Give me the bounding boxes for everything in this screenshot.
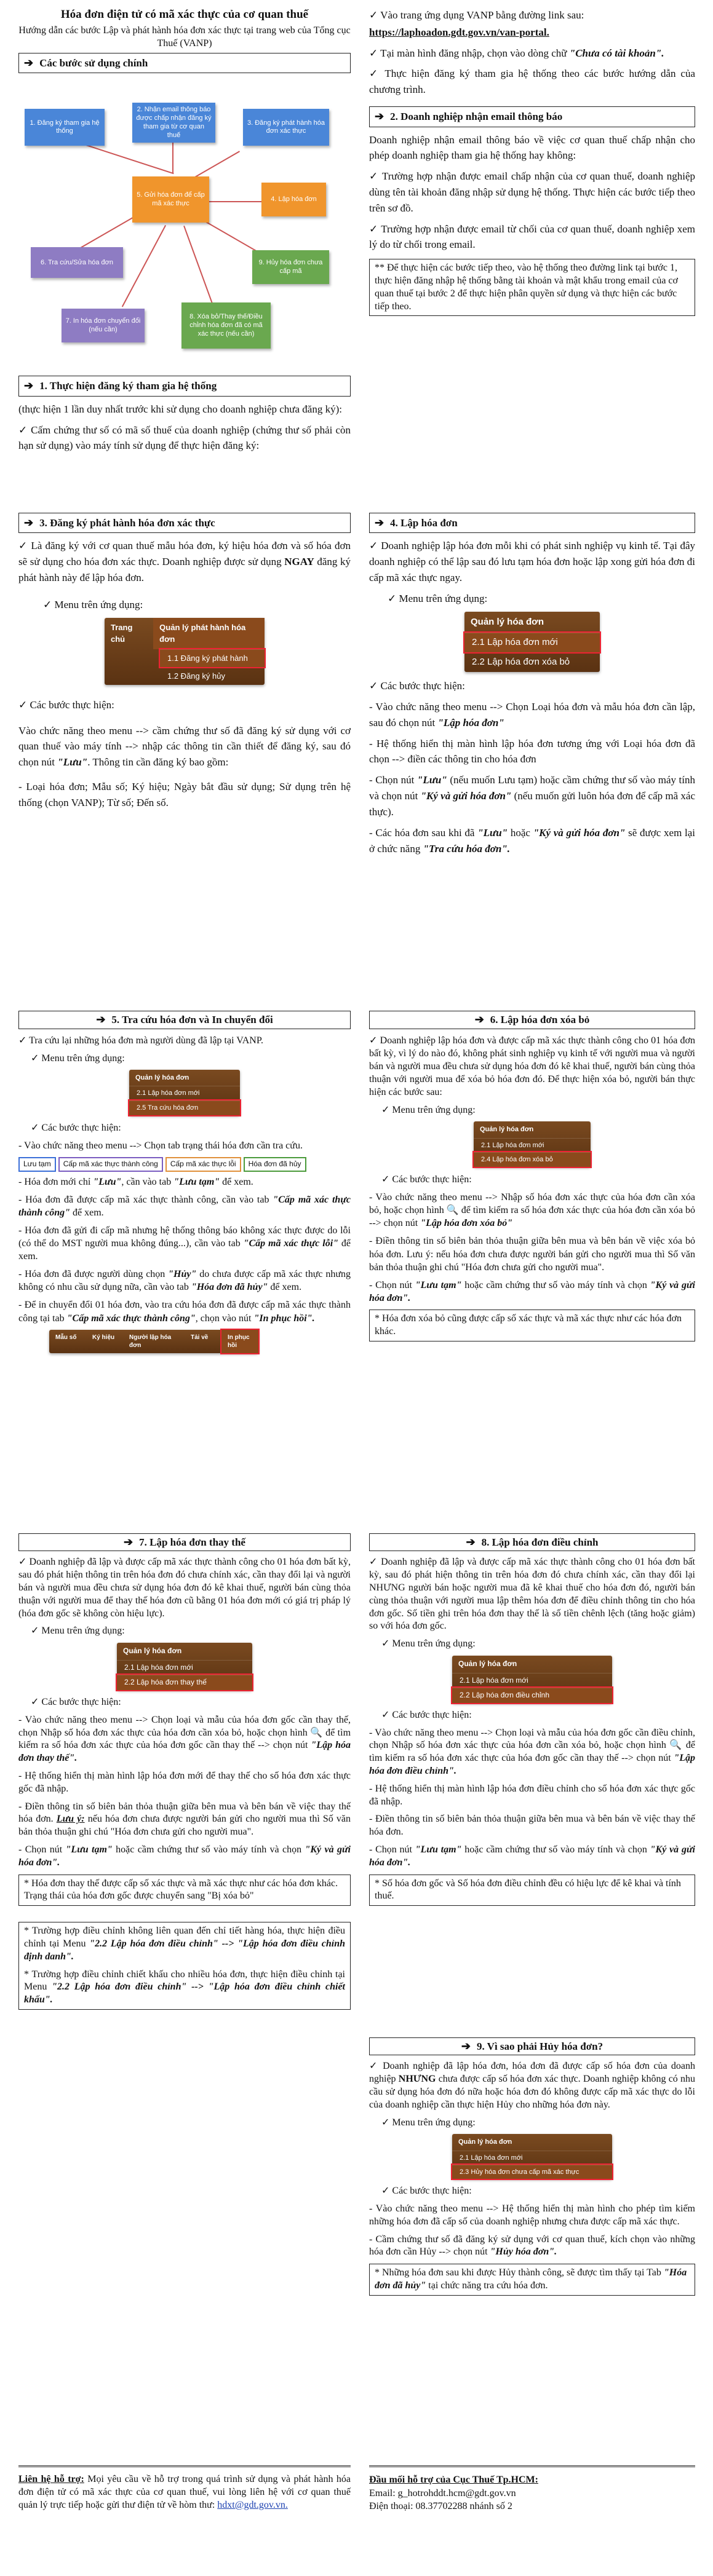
search-icon[interactable]: 🔍: [669, 1740, 683, 1751]
tab-error[interactable]: Cấp mã xác thực lỗi: [165, 1157, 241, 1172]
s8-p3: - Hệ thống hiển thị màn hình lập hóa đơn điều chỉnh cho số hóa đơn xác thực gốc đã nhập.: [369, 1783, 695, 1807]
s4-steps-label: ✓ Các bước thực hiện:: [369, 680, 465, 692]
menu-item-register-cancel[interactable]: 1.2 Đăng ký hủy: [160, 667, 265, 685]
s3-menu-tabs: [105, 618, 265, 650]
s9-p1: ✓ Doanh nghiệp đã lập hóa đơn, hóa đơn đã được cấp số hóa đơn của doanh nghiệp NHƯNG chưa được cấp số hóa đơn xác thực. Doanh nghiệp không có nhu cầu sử dụng hóa đơn đó nữa hoặc hóa đơn đó không được cấp mã xác thực do lỗi của doanh nghiệp cần thực hiện Hủy cho những hóa đơn này.: [369, 2061, 696, 2110]
s4-menu-label: ✓ Menu trên ứng dụng:: [388, 592, 488, 604]
menu-item-adjust-invoice[interactable]: 2.2 Lập hóa đơn điều chỉnh: [452, 1688, 612, 1703]
menu-header[interactable]: Quản lý hóa đơn: [471, 616, 544, 627]
s2-p2: ✓ Trường hợp nhận được email chấp nhận của cơ quan thuế, doanh nghiệp dùng tên tài khoản đăng nhập sử dụng hệ thống. Thực hiện các bước tiếp theo trên sơ đồ.: [369, 170, 695, 214]
arrow-icon: ➔: [24, 516, 34, 529]
s8-p5: - Chọn nút "Lưu tạm" hoặc cầm chứng thư số vào máy tính và chọn "Ký và gửi hóa đơn".: [369, 1844, 695, 1868]
left-column-top: [18, 6, 351, 459]
grid-col: Mẫu số: [55, 1333, 77, 1341]
s7-p3: - Hệ thống hiển thị màn hình lập hóa đơn mới để thay thế cho số hóa đơn xác thực gốc đã nhập.: [18, 1770, 351, 1794]
note-line: * Trường hợp điều chỉnh không liên quan đến chỉ tiết hàng hóa, thực hiện điều chỉnh tại Menu "2.2 Lập hóa đơn điều chỉnh" --> "Lập hóa đơn điều chỉnh định danh".: [24, 1926, 345, 1962]
section-8: [369, 1531, 695, 1906]
s5-p7: - Để in chuyển đổi 01 hóa đơn, vào tra cứu hóa đơn đã được cấp mã xác thực thành công tại tab "Cấp mã xác thực thành công", chọn vào nút "In phục hồi".: [18, 1300, 351, 1324]
footer-divider: [369, 2465, 695, 2467]
section-3: [18, 510, 351, 816]
s7-note-2: [18, 1922, 351, 2010]
s5-p3: - Hóa đơn mới chỉ "Lưu", cần vào tab "Lưu tạm" để xem.: [18, 1176, 253, 1187]
step-box: 4. Lập hóa đơn: [261, 183, 326, 216]
s7-p2: - Vào chức năng theo menu --> Chọn loại và mẫu của hóa đơn gốc cần thay thế, chọn Nhập số hóa đơn xác thực của hóa đơn cần xóa bỏ, hoặc chọn hình 🔍 để tìm kiếm ra số hóa đơn xác thực của hóa đơn gốc cần thay thế --> chọn nút "Lập hóa đơn thay thế".: [18, 1714, 351, 1764]
tab-draft[interactable]: Lưu tạm: [18, 1157, 56, 1172]
step-box: 7. In hóa đơn chuyển đổi (nếu cần): [62, 309, 145, 342]
menu-item-new-invoice[interactable]: 2.1 Lập hóa đơn mới: [452, 1673, 612, 1688]
s5-p1: ✓ Tra cứu lại những hóa đơn mà người dùng đã lập tại VANP.: [18, 1035, 263, 1046]
s1-p1: (thực hiện 1 lần duy nhất trước khi sử dụng cho doanh nghiệp chưa đăng ký):: [18, 403, 342, 415]
arrow-icon: ➔: [375, 516, 384, 529]
s6-menu: [474, 1121, 591, 1167]
connector: [172, 143, 173, 173]
tab-cancelled[interactable]: Hóa đơn đã hủy: [244, 1157, 306, 1172]
page-subtitle: Hướng dẫn các bước Lập và phát hành hóa đơn xác thực tại trang web của Tổng cục Thuế (VANP): [18, 25, 351, 49]
s8-p4: - Điền thông tin số biên bản thỏa thuận giữa bên mua và bên bán về việc thay thế hóa đơn.: [369, 1814, 695, 1838]
step-box: 6. Tra cứu/Sửa hóa đơn: [31, 247, 123, 278]
search-icon[interactable]: 🔍: [310, 1727, 323, 1738]
tab-home[interactable]: Trang chủ: [111, 622, 133, 644]
s5-menu: [129, 1070, 240, 1115]
right-column-top: [369, 7, 695, 316]
arrow-icon: ➔: [24, 379, 34, 392]
page-title: Hóa đơn điện tử có mã xác thực của cơ quan thuế: [60, 8, 309, 21]
section-8-heading: ➔ 8. Lập hóa đơn điều chỉnh: [369, 1533, 695, 1551]
arrow-icon: ➔: [375, 110, 384, 123]
grid-col: Người lập hóa đơn: [129, 1333, 172, 1349]
s6-p2: - Vào chức năng theo menu --> Nhập số hóa đơn xác thực của hóa đơn cần xóa bỏ, hoặc chọn hình 🔍 để tìm kiếm ra số hóa đơn xác thực của hóa đơn cần xóa bỏ --> chọn nút "Lập hóa đơn xóa bỏ": [369, 1192, 696, 1229]
step-box: 9. Hủy hóa đơn chưa cấp mã: [252, 250, 329, 284]
grid-col: Ký hiệu: [92, 1333, 115, 1341]
s3-p1: ✓ Là đăng ký với cơ quan thuế mẫu hóa đơn, ký hiệu hóa đơn và số hóa đơn sẽ sử dụng cho hóa đơn xác thực. Doanh nghiệp được sử dụng NGAY đăng ký phát hành này để lập hóa đơn.: [18, 540, 351, 584]
s2-note: ** Để thực hiện các bước tiếp theo, vào hệ thống theo đường link tại bước 1, thực hiện đăng nhập hệ thống bằng tài khoản và mật khẩu trong email của cơ quan thuế tại bước 2 để thực hiện phân quyền sử dụng và thực hiện các bước tiếp theo.: [369, 259, 695, 316]
section-5-heading: ➔ 5. Tra cứu hóa đơn và In chuyển đổi: [18, 1011, 351, 1029]
s6-p1: ✓ Doanh nghiệp lập hóa đơn và được cấp mã xác thực thành công cho 01 hóa đơn bất kỳ, vì lý do nào đó, không phát sinh nghiệp vụ kinh tế với người mua và người bán và người mua đều chưa sử dụng hóa đơn đó kê khai thuế, người bán cùng thỏa thuận với người mua để xóa bỏ hóa đơn đó. Để thực hiện xóa bỏ, người bán thực hiện các bước sau:: [369, 1035, 695, 1098]
menu-header[interactable]: Quản lý hóa đơn: [123, 1646, 182, 1656]
s9-note: * Những hóa đơn sau khi được Hủy thành công, sẽ được tìm thấy tại Tab "Hóa đơn đã hủy" tại chức năng tra cứu hóa đơn.: [369, 2264, 695, 2296]
s9-menu: [452, 2134, 612, 2179]
tab-verified[interactable]: Cấp mã xác thực thành công: [58, 1157, 163, 1172]
s7-note: * Hóa đơn thay thế được cấp số xác thực và mã xác thực như các hóa đơn khác. Trạng thái của hóa đơn gốc được chuyển sang "Bị xóa bỏ": [18, 1875, 351, 1906]
s7-p4: - Điền thông tin số biên bản thỏa thuận giữa bên mua và bên bán về việc thay thế hóa đơn. Lưu ý: nếu hóa đơn chưa được người bán gửi cho người mua thì Số văn bản thỏa thuận ghi chú "Hóa đơn chưa gửi cho người mua".: [18, 1801, 351, 1838]
s9-steps-label: ✓ Các bước thực hiện:: [381, 2186, 472, 2197]
usage-section-heading: ➔ Các bước sử dụng chính: [18, 53, 351, 73]
s8-p1: ✓ Doanh nghiệp đã lập và được cấp mã xác thực thành công cho 01 hóa đơn bất kỳ, sau đó phát hiện thông tin trên hóa đơn đó chưa chính xác, cần thay đổi lại NHƯNG người bán hoặc người mua đã kê khai thuế cho hóa đơn đó, người bán cùng thỏa thuận với người mua lập thêm hóa đơn để điều chỉnh thông tin cho hóa đơn gốc. Số tiền ghi trên hóa đơn thay thế là số tiền chênh lệch (tăng hoặc giảm) so với hóa đơn gốc.: [369, 1557, 695, 1632]
search-grid-header: [49, 1330, 258, 1353]
s1-p5: ✓ Thực hiện đăng ký tham gia hệ thống theo các bước hướng dẫn của chương trình.: [369, 68, 695, 96]
vanp-link[interactable]: https://laphoadon.gdt.gov.vn/van-portal.: [369, 26, 549, 38]
section-6-heading: ➔ 6. Lập hóa đơn xóa bỏ: [369, 1011, 695, 1029]
s2-p1: Doanh nghiệp nhận email thông báo về việc cơ quan thuế chấp nhận cho phép doanh nghiệp tham gia hệ thống hay không:: [369, 133, 695, 162]
s3-menu-label: ✓ Menu trên ứng dụng:: [43, 598, 143, 610]
connector: [122, 225, 166, 307]
connector: [86, 144, 173, 174]
s4-menu: [464, 612, 600, 672]
s8-p2: - Vào chức năng theo menu --> Chọn loại và mẫu của hóa đơn gốc cần điều chỉnh, chọn Nhập số hóa đơn xác thực của hóa đơn cần xóa bỏ, hoặc chọn hình 🔍 để tìm kiếm ra số hóa đơn xác thực của hóa đơn gốc cần thay thế --> chọn nút "Lập hóa đơn điều chỉnh".: [369, 1727, 695, 1776]
menu-header[interactable]: Quản lý hóa đơn: [458, 1659, 517, 1668]
section-9-heading: ➔ 9. Vì sao phải Hủy hóa đơn?: [369, 2037, 695, 2055]
s9-p2: - Vào chức năng theo menu --> Hệ thống hiển thị màn hình cho phép tìm kiếm những hóa đơn đã cấp số của doanh nghiệp nhưng chưa được cấp mã xác thực.: [369, 2203, 695, 2227]
s8-menu: [452, 1656, 612, 1703]
contact-title: Đầu mối hỗ trợ của Cục Thuế Tp.HCM:: [369, 2475, 538, 2485]
s5-steps-label: ✓ Các bước thực hiện:: [31, 1122, 121, 1133]
s4-p4: - Chọn nút "Lưu" (nếu muốn Lưu tạm) hoặc cầm chứng thư số vào máy tính và chọn nút "Ký và gửi hóa đơn" (nếu muốn gửi luôn hóa đơn để cấp mã xác thực).: [369, 774, 695, 818]
s6-p3: - Điền thông tin số biên bản thỏa thuận giữa bên mua và bên bán về việc xóa bỏ hóa đơn. Lưu ý: nếu hóa đơn chưa được người bán gửi cho người mua thì Số văn bản thỏa thuận ghi chú "Hóa đơn chưa gửi cho người mua".: [369, 1236, 695, 1273]
s9-p3: - Cầm chứng thư số đã đăng ký sử dụng với cơ quan thuế, kích chọn vào những hóa đơn cần Hủy --> chọn nút "Hủy hóa đơn".: [369, 2234, 695, 2258]
s7-steps-label: ✓ Các bước thực hiện:: [31, 1696, 121, 1707]
support-email-link[interactable]: hdxt@gdt.gov.vn.: [217, 2499, 288, 2510]
section-9: [369, 2035, 695, 2296]
s4-p3: - Hệ thống hiển thị màn hình lập hóa đơn tương ứng với Loại hóa đơn đã chọn --> điền các thông tin cho hóa đơn: [369, 737, 695, 765]
menu-header[interactable]: Quản lý hóa đơn: [480, 1126, 534, 1134]
arrow-icon: ➔: [461, 2040, 471, 2052]
s7-p1: ✓ Doanh nghiệp đã lập và được cấp mã xác thực thành công cho 01 hóa đơn bất kỳ, sau đó phát hiện thông tin trên hóa đơn đó chưa chính xác, cần thay đổi lại và người bán và người mua đều chưa sử dụng hóa đơn đó kê khai thuế, người bán cùng thỏa thuận với người mua để thay thế hóa đơn cũ bằng 01 hóa đơn mới có giá trị pháp lý (hóa đơn gốc sẽ không còn hiệu lực).: [18, 1557, 351, 1619]
section-1-heading: ➔ 1. Thực hiện đăng ký tham gia hệ thống: [18, 376, 351, 396]
s3-steps-label: ✓ Các bước thực hiện:: [18, 698, 114, 711]
connector: [203, 201, 265, 202]
s6-steps-label: ✓ Các bước thực hiện:: [381, 1174, 472, 1185]
menu-header[interactable]: Quản lý hóa đơn: [458, 2138, 512, 2146]
grid-col: Tải về: [191, 1333, 209, 1341]
menu-item-new-invoice[interactable]: 2.1 Lập hóa đơn mới: [129, 1086, 240, 1100]
arrow-icon: ➔: [474, 1013, 484, 1025]
menu-item-new-invoice[interactable]: 2.1 Lập hóa đơn mới: [464, 633, 600, 652]
menu-item-new-invoice[interactable]: 2.1 Lập hóa đơn mới: [452, 2151, 612, 2165]
menu-item-cancel-invoice[interactable]: 2.3 Hủy hóa đơn chưa cấp mã xác thực: [452, 2165, 612, 2179]
s2-p3: ✓ Trường hợp nhận được email từ chối của cơ quan thuế, doanh nghiệp xem lý do từ chối trong email.: [369, 223, 695, 251]
s5-p4: - Hóa đơn đã được cấp mã xác thực thành công, cần vào tab "Cấp mã xác thực thành công" để xem.: [18, 1194, 351, 1218]
s7-menu: [117, 1643, 252, 1690]
s4-p1: ✓ Doanh nghiệp lập hóa đơn mỗi khi có phát sinh nghiệp vụ kinh tế. Tại đây doanh nghiệp có thể lập sau đó lưu tạm hóa đơn hoặc lập xong gửi hóa đơn đi cấp mã xác thực ngay.: [369, 540, 695, 584]
arrow-icon: ➔: [124, 1536, 133, 1548]
s8-note: * Số hóa đơn gốc và Số hóa đơn điều chỉnh đều có hiệu lực để kê khai và tính thuế.: [369, 1875, 695, 1906]
s3-menu: [105, 618, 265, 685]
section-4-heading: ➔ 4. Lập hóa đơn: [369, 513, 695, 533]
step-box: 2. Nhận email thông báo được chấp nhận đăng ký tham gia từ cơ quan thuế: [132, 103, 215, 143]
s6-note: * Hóa đơn xóa bỏ cũng được cấp số xác thực và mã xác thực như các hóa đơn khác.: [369, 1310, 695, 1341]
s3-p2: Vào chức năng theo menu --> cầm chứng thư số đã đăng ký sử dụng với cơ quan thuế vào máy tính --> nhập các thông tin cần thiết để đăng ký, sau đó chọn nút "Lưu". Thông tin cần đăng ký bao gồm:: [18, 724, 351, 768]
s1-p2: ✓ Cấm chứng thư số có mã số thuế của doanh nghiệp (chứng thư số phải còn hạn sử dụng) vào máy tính sử dụng để thực hiện đăng ký:: [18, 424, 351, 452]
section-6: [369, 1008, 695, 1341]
s5-p6: - Hóa đơn đã được người dùng chọn "Hủy" do chưa được cấp mã xác thực nhưng không có nhu cầu sử dụng nữa, cần vào tab "Hóa đơn đã hủy" để xem.: [18, 1269, 351, 1293]
s4-p2: - Vào chức năng theo menu --> Chọn Loại hóa đơn và mẫu hóa đơn cần lập, sau đó chọn nút "Lập hóa đơn": [369, 700, 695, 729]
menu-item-new-invoice[interactable]: 2.1 Lập hóa đơn mới: [474, 1138, 591, 1153]
footer-divider: [18, 2465, 351, 2467]
s5-p5: - Hóa đơn đã gửi đi cấp mã nhưng hệ thống thông báo không xác thực được do lỗi (có thể do MST người mua không đúng...), cần vào tab "Cấp mã xác thực lỗi" để xem.: [18, 1225, 351, 1262]
step-box: 1. Đăng ký tham gia hệ thống: [25, 109, 105, 146]
s6-p4: - Chọn nút "Lưu tạm" hoặc cầm chứng thư số vào máy tính và chọn "Ký và gửi hóa đơn".: [369, 1279, 695, 1303]
arrow-icon: ➔: [96, 1013, 106, 1025]
s3-p3: - Loại hóa đơn; Mẫu số; Ký hiệu; Ngày bắt đầu sử dụng; Sử dụng trên hệ thống (chọn VANP); Từ số; Đến số.: [18, 780, 351, 808]
menu-item-delete-invoice[interactable]: 2.2 Lập hóa đơn xóa bỏ: [464, 652, 600, 672]
footer-contact: [369, 2465, 695, 2513]
note-line: * Trường hợp điều chỉnh chiết khấu cho nhiều hóa đơn, thực hiện điều chỉnh tại Menu "2.2 Lập hóa đơn điều chỉnh" --> "Lập hóa đơn điều chỉnh chiết khấu".: [24, 1969, 346, 2005]
status-tabs: [18, 1157, 351, 1172]
s9-menu-label: ✓ Menu trên ứng dụng:: [381, 2117, 476, 2128]
s4-p5: - Các hóa đơn sau khi đã "Lưu" hoặc "Ký và gửi hóa đơn" sẽ được xem lại ở chức năng "Tra cứu hóa đơn".: [369, 826, 696, 855]
menu-item-register-issue[interactable]: 1.1 Đăng ký phát hành: [160, 649, 265, 667]
contact-phone: Điện thoại: 08.37702288 nhánh số 2: [369, 2501, 512, 2512]
arrow-icon: ➔: [24, 57, 34, 69]
support-text: Liên hệ hỗ trợ: Mọi yêu cầu về hỗ trợ trong quá trình sử dụng và phát hành hóa đơn điện tử có mã xác thực của cơ quan thuế, vui lòng liên hệ với cơ quan thuế quản lý trực tiếp hoặc gửi thư điện tử về hòm thư: hdxt@gdt.gov.vn.: [18, 2474, 351, 2510]
s7-p5: - Chọn nút "Lưu tạm" hoặc cầm chứng thư số vào máy tính và chọn "Ký và gửi hóa đơn".: [18, 1844, 351, 1868]
section-5: [18, 1008, 351, 1359]
s5-menu-label: ✓ Menu trên ứng dụng:: [31, 1053, 125, 1064]
s8-menu-label: ✓ Menu trên ứng dụng:: [381, 1638, 476, 1650]
section-4: [369, 510, 695, 861]
section-7: [18, 1531, 351, 2010]
menu-item-replace-invoice[interactable]: 2.2 Lập hóa đơn thay thế: [117, 1675, 252, 1690]
reprint-button[interactable]: In phục hồi: [221, 1330, 258, 1353]
s8-steps-label: ✓ Các bước thực hiện:: [381, 1709, 472, 1720]
section-2-heading: ➔ 2. Doanh nghiệp nhận email thông báo: [369, 106, 695, 127]
section-3-heading: ➔ 3. Đăng ký phát hành hóa đơn xác thực: [18, 513, 351, 533]
section-7-heading: ➔ 7. Lập hóa đơn thay thế: [18, 1533, 351, 1551]
step-box: 8. Xóa bỏ/Thay thế/Điều chỉnh hóa đơn đã có mã xác thực (nếu cần): [181, 302, 271, 349]
menu-item-new-invoice[interactable]: 2.1 Lập hóa đơn mới: [117, 1660, 252, 1675]
s1-p3: ✓ Vào trang ứng dụng VANP bằng đường link sau:: [369, 9, 584, 21]
s6-menu-label: ✓ Menu trên ứng dụng:: [381, 1105, 476, 1116]
footer-support: [18, 2465, 351, 2516]
contact-email: Email: g_hotrohddt.hcm@gdt.gov.vn: [369, 2487, 516, 2499]
search-icon[interactable]: 🔍: [446, 1205, 459, 1216]
flow-diagram: [18, 78, 351, 367]
s5-p2: - Vào chức năng theo menu --> Chọn tab trạng thái hóa đơn cần tra cứu.: [18, 1140, 303, 1151]
step-box: 3. Đăng ký phát hành hóa đơn xác thực: [243, 109, 329, 146]
menu-header[interactable]: Quản lý hóa đơn: [135, 1073, 189, 1081]
s1-p4: ✓ Tại màn hình đăng nhập, chọn vào dòng chữ "Chưa có tài khoản".: [369, 47, 664, 59]
tab-issue-management[interactable]: Quản lý phát hành hóa đơn: [153, 618, 265, 650]
s7-menu-label: ✓ Menu trên ứng dụng:: [31, 1626, 125, 1637]
menu-item-search-invoice[interactable]: 2.5 Tra cứu hóa đơn: [129, 1100, 240, 1115]
arrow-icon: ➔: [466, 1536, 476, 1548]
connector: [183, 226, 214, 307]
step-box: 5. Gửi hóa đơn để cấp mã xác thực: [132, 176, 209, 223]
menu-item-delete-invoice[interactable]: 2.4 Lập hóa đơn xóa bỏ: [474, 1152, 591, 1167]
